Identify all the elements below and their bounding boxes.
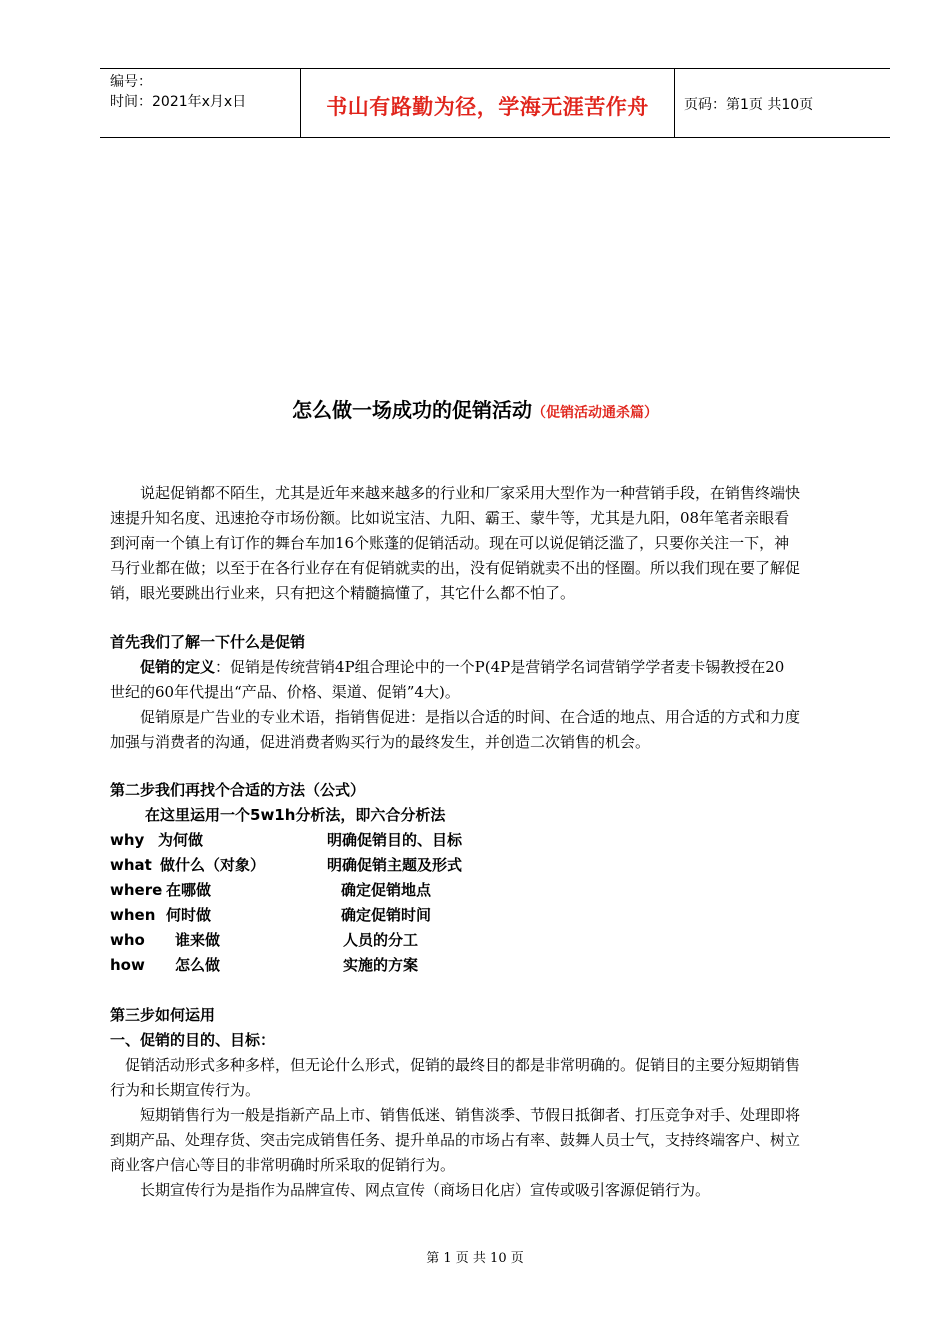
section3-heading: 第三步如何运用 [110,1006,216,1024]
method-cn: 在哪做 [166,881,212,899]
page-info: 页码：第1页 共10页 [684,97,814,113]
method-en: why [110,831,145,849]
method-en: where [110,881,163,899]
origin-line: 促销原是广告业的专业术语，指销售促进：是指以合适的时间、在合适的地点、用合适的方式和力度 [110,708,801,726]
number-label: 编号： [110,74,152,90]
section2-heading: 第二步我们再找个合适的方法（公式） [110,781,366,799]
page-footer: 第 1 页 共 10 页 [426,1251,524,1266]
method-en: who [110,931,145,949]
motto: 书山有路勤为径，学海无涯苦作舟 [326,95,649,119]
short-term-line: 到期产品、处理存货、突击完成销售任务、提升单品的市场占有率、鼓舞人员士气，支持终端客户、树立 [110,1131,801,1149]
document-title [0,394,950,423]
method-cn: 何时做 [166,906,212,924]
method-intro: 在这里运用一个5w1h分析法，即六合分析法 [145,806,446,824]
definition-line [110,655,882,680]
intro-line: 速提升知名度、迅速抢夺市场份额。比如说宝洁、九阳、霸王、蒙牛等，尤其是九阳，08年笔者亲眼看 [110,509,790,527]
origin-line: 加强与消费者的沟通，促进消费者购买行为的最终发生，并创造二次销售的机会。 [110,733,651,751]
section3-subheading: 一、促销的目的、目标： [110,1031,276,1049]
method-desc: 实施的方案 [343,956,419,974]
method-desc: 明确促销目的、目标 [327,831,463,849]
header-meta-cell [100,69,301,137]
short-term-line: 商业客户信心等目的非常明确时所采取的促销行为。 [110,1156,456,1174]
method-en: what [110,856,152,874]
document-header [100,68,890,138]
method-cn: 怎么做 [175,956,221,974]
method-desc: 明确促销主题及形式 [327,856,463,874]
title-main: 怎么做一场成功的促销活动 [292,398,532,422]
header-page-cell [675,69,890,137]
method-en: when [110,906,156,924]
method-desc: 人员的分工 [343,931,419,949]
definition-label: 促销的定义 [140,658,216,676]
method-desc: 确定促销时间 [341,906,432,924]
intro-line: 说起促销都不陌生，尤其是近年来越来越多的行业和厂家采用大型作为一种营销手段，在销售终端快 [110,484,801,502]
definition-paragraph [110,655,882,705]
method-en: how [110,956,145,974]
method-cn: 谁来做 [175,931,221,949]
header-motto-cell [301,69,675,137]
purpose-paragraph [110,1053,882,1103]
method-desc: 确定促销地点 [341,881,432,899]
short-term-paragraph [110,1103,882,1178]
purpose-line: 行为和长期宣传行为。 [110,1081,261,1099]
purpose-line: 促销活动形式多种多样，但无论什么形式，促销的最终目的都是非常明确的。促销目的主要分短期销售 [110,1056,801,1074]
definition-text: ：促销是传统营销4P组合理论中的一个P(4P是营销学名词营销学学者麦卡锡教授在20 [215,658,785,676]
time-label: 时间：2021年x月x日 [110,94,247,110]
long-term-paragraph [110,1178,882,1203]
title-sub: （促销活动通杀篇） [532,405,658,421]
intro-line: 销，眼光要跳出行业来，只有把这个精髓搞懂了，其它什么都不怕了。 [110,584,576,602]
intro-paragraph [110,481,882,606]
method-cn: 为何做 [158,831,204,849]
origin-paragraph [110,705,882,755]
definition-line: 世纪的60年代提出“产品、价格、渠道、促销”4大)。 [110,683,460,701]
intro-line: 马行业都在做；以至于在各行业存在有促销就卖的出，没有促销就卖不出的怪圈。所以我们现在要了解促 [110,559,801,577]
intro-line: 到河南一个镇上有订作的舞台车加16个账蓬的促销活动。现在可以说促销泛滥了，只要你关注一下，神 [110,534,790,552]
short-term-line: 短期销售行为一般是指新产品上市、销售低迷、销售淡季、节假日抵御者、打压竞争对手、处理即将 [110,1106,801,1124]
long-term-line: 长期宣传行为是指作为品牌宣传、网点宣传（商场日化店）宣传或吸引客源促销行为。 [110,1181,711,1199]
method-cn: 做什么（对象） [160,856,266,874]
section1-heading: 首先我们了解一下什么是促销 [110,633,306,651]
